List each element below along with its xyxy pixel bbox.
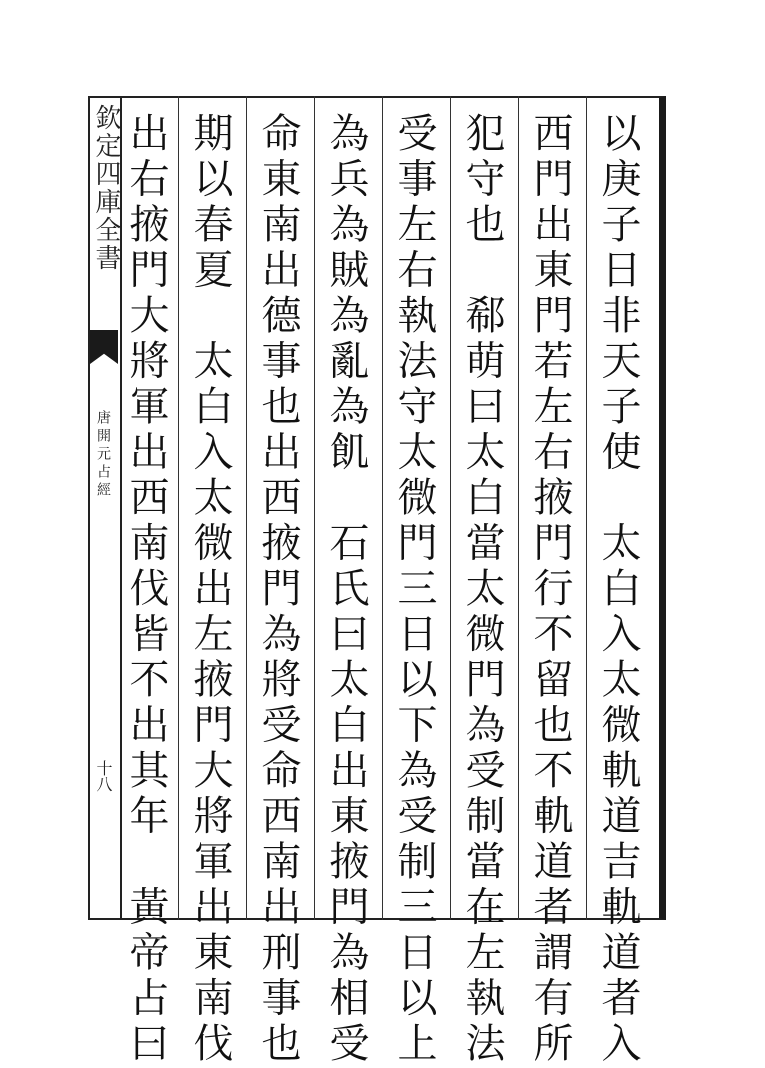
text-column-4: 受事左右執法守太微門三日以下為受制三日以上 [391, 112, 437, 1068]
text-column-5: 為兵為賊為亂為飢 石氏曰太白出東掖門為相受 [323, 112, 369, 1068]
page-frame [88, 96, 666, 1068]
book-title: 唐開元占經 [95, 410, 111, 500]
column-divider [246, 96, 247, 920]
text-column-7: 期以春夏 太白入太微出左掖門大將軍出東南伐 [187, 112, 233, 1068]
column-divider [586, 96, 587, 920]
column-divider [178, 96, 179, 920]
column-divider [382, 96, 383, 920]
column-divider [314, 96, 315, 920]
text-column-2: 西門出東門若左右掖門行不留也不軌道者謂有所 [527, 112, 573, 1068]
text-column-6: 命東南出德事也出西掖門為將受命西南出刑事也 [255, 112, 301, 1068]
column-divider [518, 96, 519, 920]
column-divider [450, 96, 451, 920]
text-column-3: 犯守也 郗萌曰太白當太微門為受制當在左執法 [459, 112, 505, 1068]
text-column-1: 以庚子日非天子使 太白入太微軌道吉軌道者入 [595, 112, 641, 1068]
page-number: 十八 [94, 760, 113, 792]
collection-title: 欽定四庫全書 [91, 104, 121, 272]
text-column-8: 出右掖門大將軍出西南伐皆不出其年 黃帝占曰 [123, 112, 169, 1068]
